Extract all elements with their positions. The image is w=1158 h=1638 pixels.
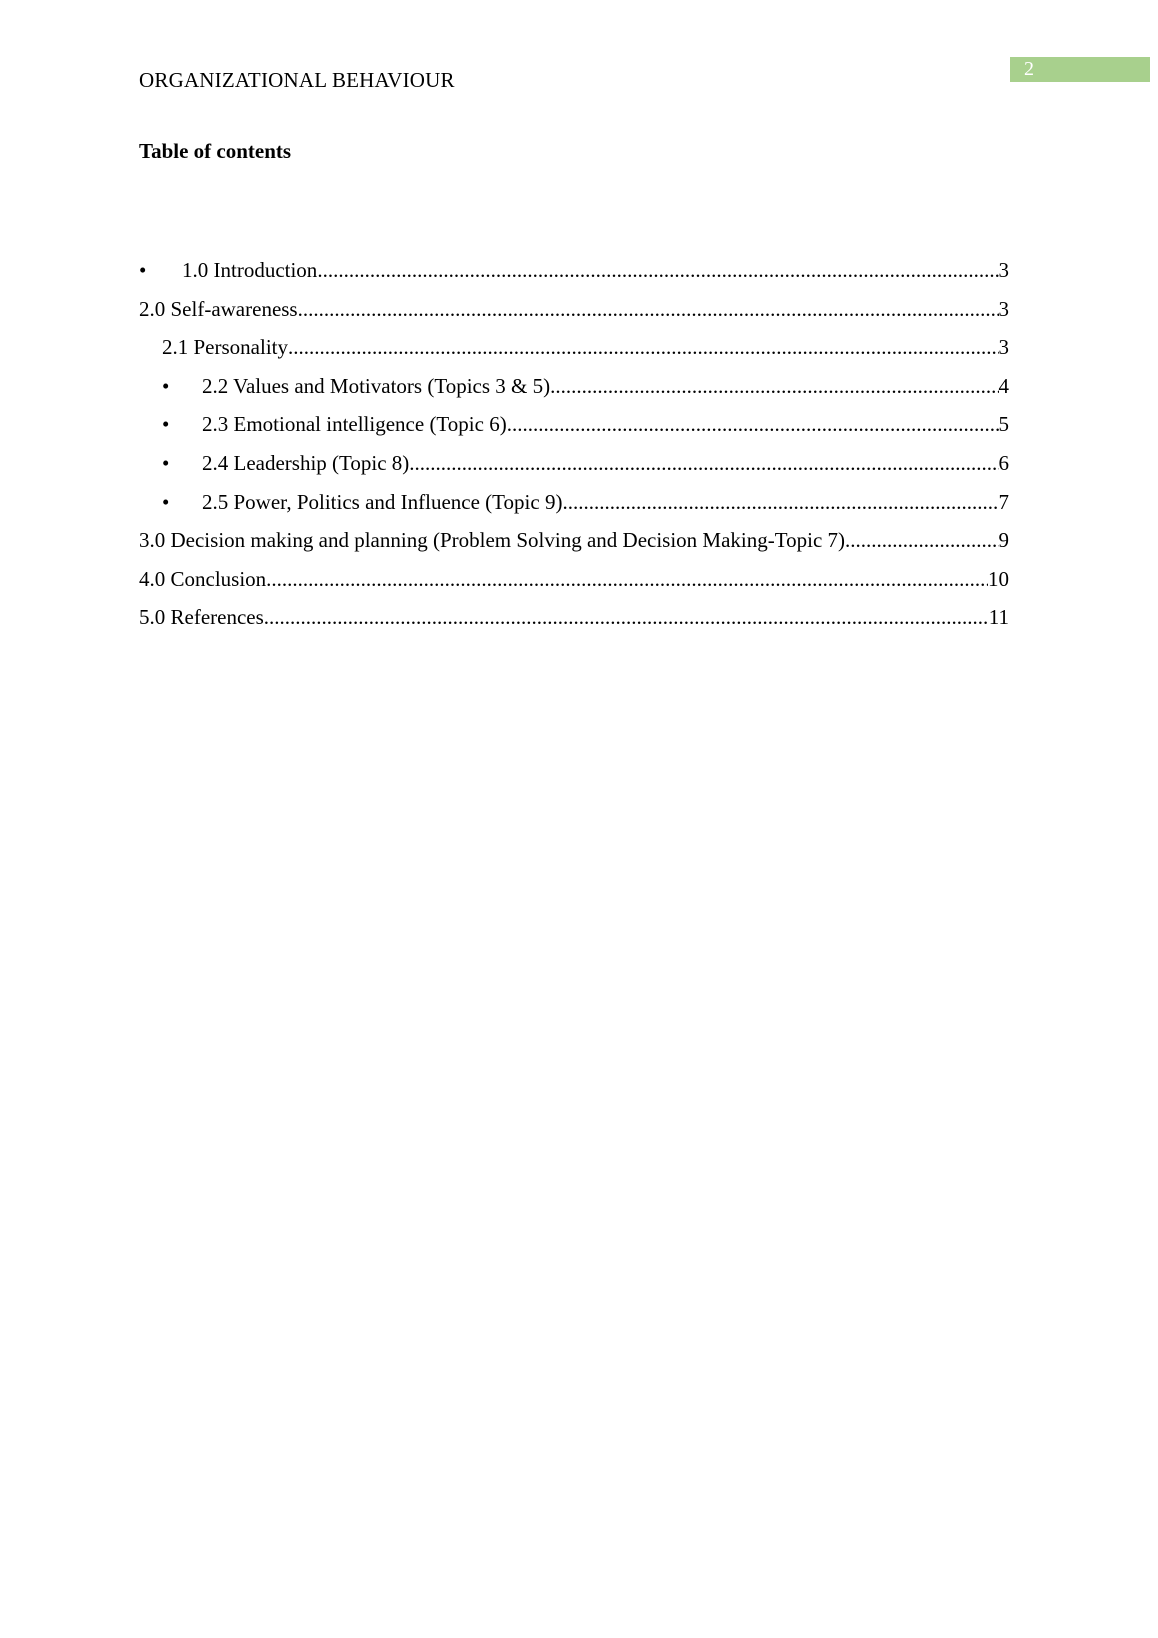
dot-leader [266,560,988,599]
dot-leader [317,251,998,290]
toc-entry-label: 2.3 Emotional intelligence (Topic 6) [202,412,507,437]
toc-entry-label: 2.2 Values and Motivators (Topics 3 & 5) [202,373,551,398]
toc-entry-label: 5.0 References [139,605,264,630]
bullet-icon: • [162,373,170,398]
toc-entry-page: 6 [998,450,1009,475]
bullet-icon: • [162,450,170,475]
bullet-icon: • [162,412,170,437]
bullet-icon: • [162,489,170,514]
toc-entry-label: 2.5 Power, Politics and Influence (Topic 9) [202,489,563,514]
running-header: ORGANIZATIONAL BEHAVIOUR [139,68,455,92]
toc-entry-personality[interactable] [139,328,1009,367]
toc-entry-emotional-intelligence[interactable] [139,405,1009,444]
dot-leader [288,328,999,367]
toc-entry-page: 7 [998,489,1009,514]
toc-entry-label: 2.4 Leadership (Topic 8) [202,450,410,475]
toc-entry-values-motivators[interactable] [139,367,1009,406]
toc-entry-leadership[interactable] [139,444,1009,483]
toc-entry-label: 1.0 Introduction [182,258,318,282]
dot-leader [550,367,998,406]
table-of-contents [139,251,1009,637]
toc-entry-label: 3.0 Decision making and planning (Problem Solving and Decision Making-Topic 7) [139,528,846,553]
dot-leader [409,444,998,483]
toc-entry-page: 4 [998,373,1009,398]
page-number-box [1010,57,1150,82]
page-number: 2 [1024,58,1034,80]
dot-leader [507,405,999,444]
dot-leader [845,521,998,560]
toc-entry-page: 3 [998,258,1009,282]
toc-entry-label: 2.1 Personality [162,335,288,360]
toc-entry-page: 3 [998,296,1009,321]
toc-entry-page: 3 [998,335,1009,360]
toc-entry-page: 5 [998,412,1009,437]
toc-entry-decision-making[interactable] [139,521,1009,560]
toc-entry-conclusion[interactable] [139,560,1009,599]
dot-leader [562,483,998,522]
toc-entry-page: 10 [988,566,1009,591]
toc-entry-power-politics[interactable] [139,483,1009,522]
toc-entry-page: 11 [988,605,1009,630]
dot-leader [264,598,989,637]
toc-entry-introduction[interactable] [139,251,1009,290]
toc-entry-self-awareness[interactable] [139,290,1009,329]
toc-entry-label: 4.0 Conclusion [139,566,267,591]
toc-entry-label: 2.0 Self-awareness [139,296,298,321]
toc-heading: Table of contents [139,139,292,163]
dot-leader [298,290,999,329]
bullet-icon: • [139,258,147,282]
toc-entry-page: 9 [998,528,1009,553]
toc-entry-references[interactable] [139,598,1009,637]
